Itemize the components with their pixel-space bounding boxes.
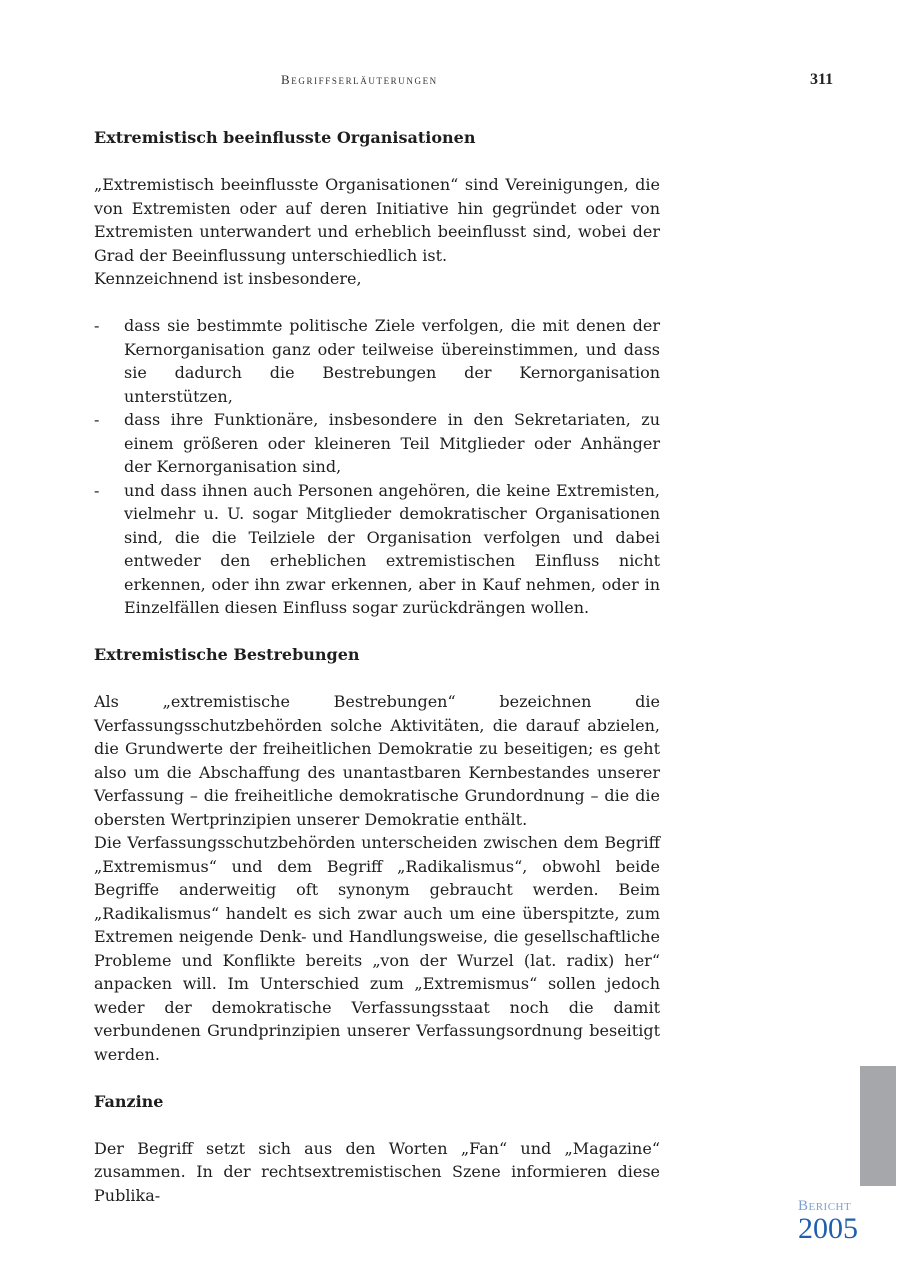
- chapter-side-tab: [860, 1066, 896, 1186]
- section-2-paragraph-2: Die Verfassungsschutzbehörden unterscheiden zwischen dem Begriff „Extremismus“ und dem Begriff „Radikalismus“, obwohl beide Begriffe anderweitig oft synonym gebraucht werden. Beim „Radikalismus“ handelt es sich zwar auch um eine überspitzte, zum Extremen neigende Denk- und Handlungsweise, die gesellschaftliche Probleme und Konflikte bereits „von der Wurzel (lat. radix) her“ anpacken will. Im Unterschied zum „Extremismus“ sollen jedoch weder der demokratische Verfassungsstaat noch die damit verbundenen Grundprinzipien unserer Verfassungsordnung beseitigt werden.: [94, 833, 660, 1064]
- section-heading-extremistische-bestrebungen: Extremistische Bestrebungen: [94, 645, 360, 664]
- section-heading-extremistisch-beeinflusste-organisationen: Extremistisch beeinflusste Organisationen: [94, 128, 476, 147]
- bullet-marker: -: [94, 410, 100, 429]
- list-item: [94, 479, 660, 620]
- section-heading-fanzine: Fanzine: [94, 1091, 164, 1111]
- bullet-marker: -: [94, 480, 100, 500]
- badge-word: Bericht: [798, 1198, 852, 1214]
- document-body: [94, 126, 660, 1207]
- section-1-lead-in: Kennzeichnend ist insbesondere,: [94, 269, 362, 288]
- criteria-list: [94, 314, 660, 620]
- list-item: [94, 314, 660, 408]
- bullet-marker: -: [94, 316, 100, 335]
- list-item: [94, 408, 660, 479]
- section-3-paragraph-1: Der Begriff setzt sich aus den Worten „Fan“ und „Magazine“ zusammen. In der rechtsextremistischen Szene informieren diese Publika-: [94, 1138, 660, 1205]
- page-number: 311: [810, 71, 834, 88]
- section-1-intro-paragraph: „Extremistisch beeinflusste Organisationen“ sind Vereinigungen, die von Extremisten oder auf deren Initiative hin gegründet oder von Extremisten unterwandert und erheblich beeinflusst sind, wobei der Grad der Beeinflussung unterschiedlich ist.: [94, 175, 660, 265]
- list-item-text: dass ihre Funktionäre, insbesondere in den Sekretariaten, zu einem größeren oder kleineren Teil Mitglieder oder Anhänger der Kernorganisation sind,: [124, 410, 660, 476]
- running-head: Begriffserläuterungen: [281, 72, 438, 87]
- report-badge: [798, 1198, 870, 1244]
- list-item-text: und dass ihnen auch Personen angehören, die keine Extremisten, vielmehr u. U. sogar Mitglieder demokratischer Organisationen sind, die die Teilziele der Organisation verfolgen und dabei entweder den erheblichen extremistischen Einfluss nicht erkennen, oder ihn zwar erkennen, aber in Kauf nehmen, oder in Einzelfällen diesen Einfluss sogar zurückdrängen wollen.: [124, 480, 660, 617]
- list-item-text: dass sie bestimmte politische Ziele verfolgen, die mit denen der Kernorganisation ganz oder teilweise übereinstimmen, und dass sie dadurch die Bestrebungen der Kernorganisation unterstützen,: [124, 316, 660, 406]
- badge-year: 2005: [798, 1212, 858, 1245]
- section-2-paragraph-1: Als „extremistische Bestrebungen“ bezeichnen die Verfassungsschutzbehörden solche Aktivitäten, die darauf abzielen, die Grundwerte der freiheitlichen Demokratie zu beseitigen; es geht also um die Abschaffung des unantastbaren Kernbestandes unserer Verfassung – die freiheitliche demokratische Grundordnung – die die obersten Wertprinzipien unserer Demokratie enthält.: [94, 692, 660, 829]
